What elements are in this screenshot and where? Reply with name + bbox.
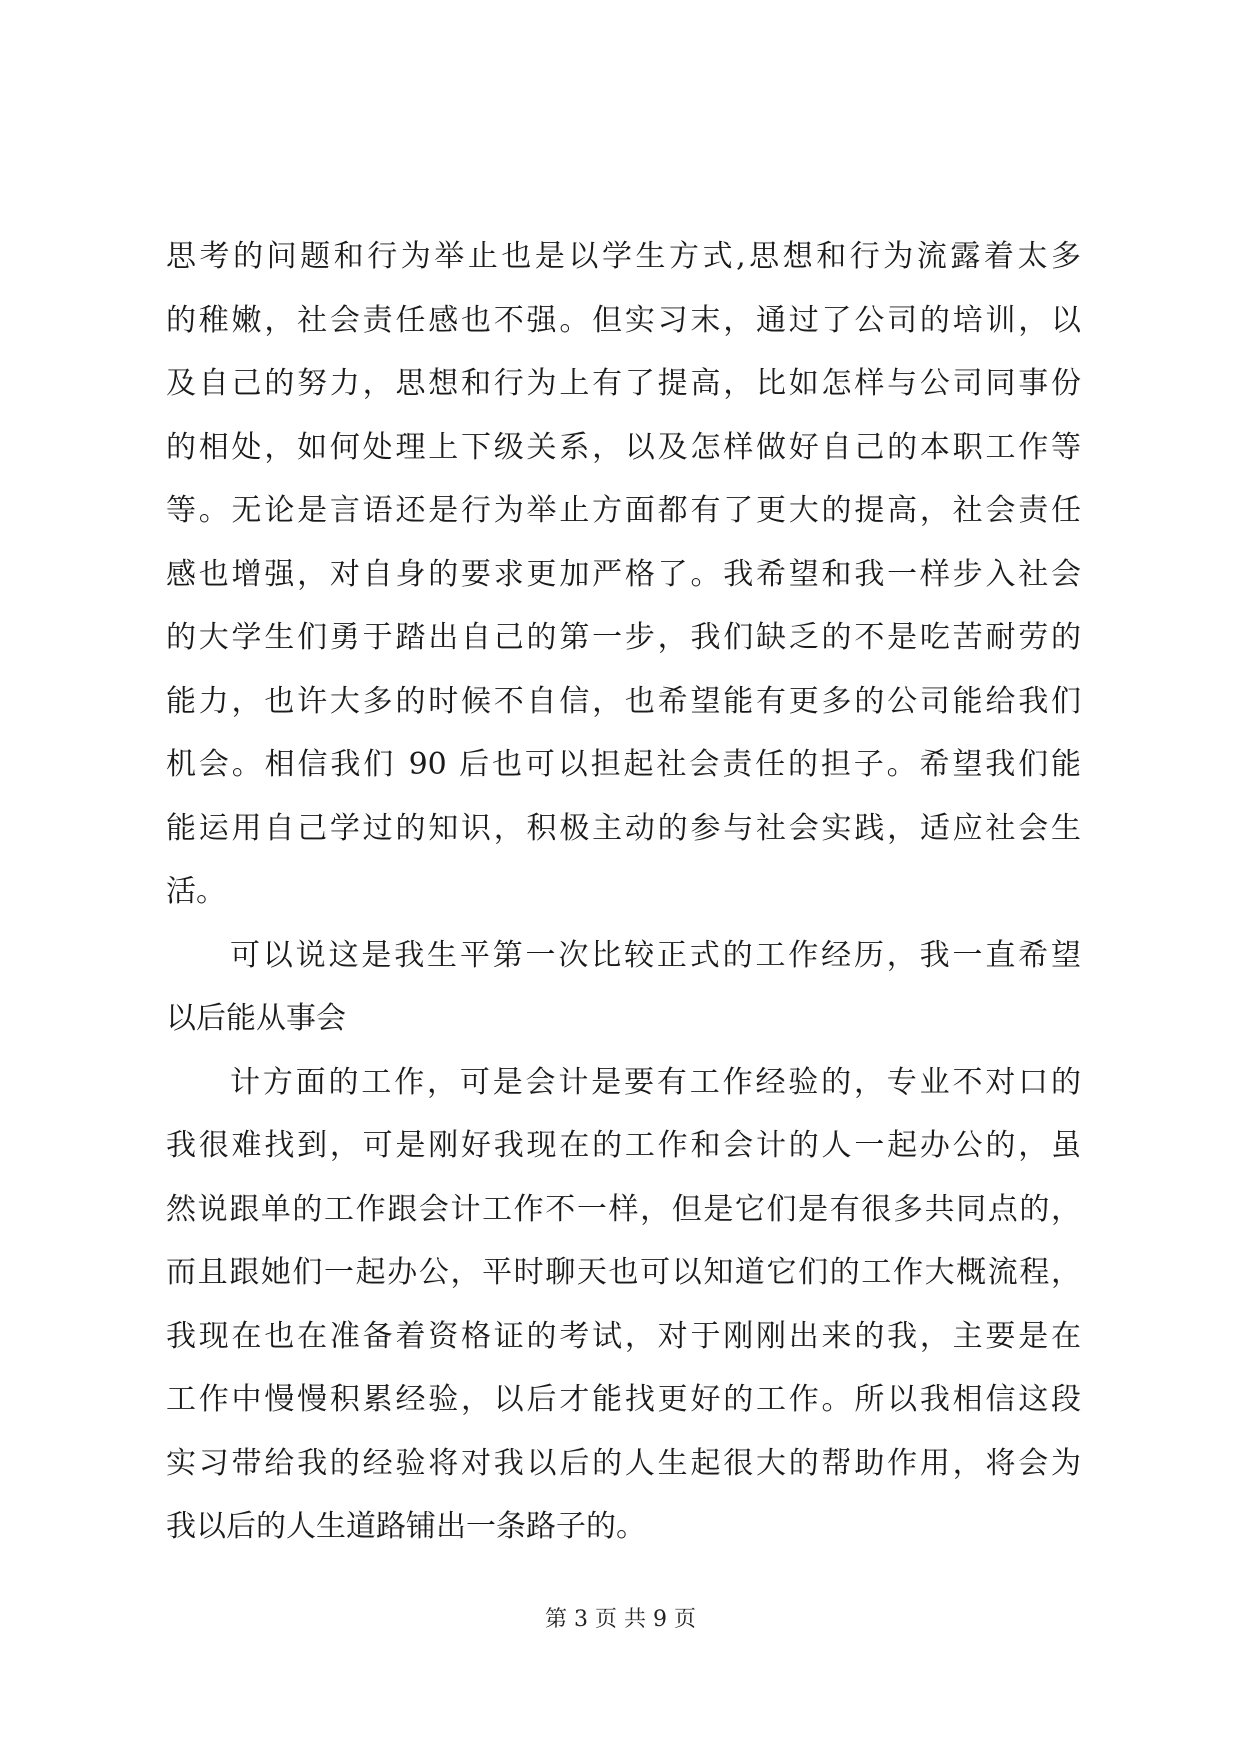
- paragraph-1-line-2: 的稚嫩，社会责任感也不强。但实习末，通过了公司的培训，以: [166, 302, 1081, 338]
- paragraph-1-line-4: 的相处，如何处理上下级关系，以及怎样做好自己的本职工作等: [166, 429, 1081, 465]
- paragraph-3-line-6: 工作中慢慢积累经验，以后才能找更好的工作。所以我相信这段: [166, 1382, 1081, 1417]
- paragraph-1-line-8: 能力，也许大多的时候不自信，也希望能有更多的公司能给我们: [166, 683, 1081, 719]
- paragraph-3-line-8: 我以后的人生道路铺出一条路子的。: [166, 1509, 646, 1544]
- paragraph-1-line-6: 感也增强，对自身的要求更加严格了。我希望和我一样步入社会: [166, 556, 1081, 592]
- paragraph-1-line-5: 等。无论是言语还是行为举止方面都有了更大的提高，社会责任: [166, 493, 1081, 528]
- paragraph-2-line-2: 以后能从事会: [166, 1001, 346, 1036]
- paragraph-3-line-4: 而且跟她们一起办公，平时聊天也可以知道它们的工作大概流程，: [166, 1255, 1081, 1290]
- paragraph-3-line-5: 我现在也在准备着资格证的考试，对于刚刚出来的我，主要是在: [166, 1318, 1081, 1354]
- paragraph-1-line-11: 活。: [166, 874, 226, 909]
- document-body: [166, 225, 1081, 1559]
- page-footer: [0, 1605, 1241, 1635]
- paragraph-1-line-1: 思考的问题和行为举止也是以学生方式,思想和行为流露着太多: [166, 239, 1081, 274]
- paragraph-3-line-1: 计方面的工作，可是会计是要有工作经验的，专业不对口的: [230, 1064, 1081, 1100]
- paragraph-3-line-3: 然说跟单的工作跟会计工作不一样，但是它们是有很多共同点的，: [166, 1191, 1081, 1227]
- paragraph-3-line-7: 实习带给我的经验将对我以后的人生起很大的帮助作用，将会为: [166, 1445, 1081, 1481]
- paragraph-3-line-2: 我很难找到，可是刚好我现在的工作和会计的人一起办公的，虽: [166, 1128, 1081, 1163]
- paragraph-2-line-1: 可以说这是我生平第一次比较正式的工作经历，我一直希望: [230, 937, 1081, 973]
- paragraph-1-line-7: 的大学生们勇于踏出自己的第一步，我们缺乏的不是吃苦耐劳的: [166, 620, 1081, 655]
- paragraph-1-line-3: 及自己的努力，思想和行为上有了提高，比如怎样与公司同事份: [166, 366, 1081, 401]
- page-number-label: 第 3 页 共 9 页: [545, 1607, 696, 1632]
- paragraph-1-line-9: 机会。相信我们 90 后也可以担起社会责任的担子。希望我们能: [166, 747, 1081, 782]
- paragraph-1-line-10: 能运用自己学过的知识，积极主动的参与社会实践，适应社会生: [166, 810, 1081, 846]
